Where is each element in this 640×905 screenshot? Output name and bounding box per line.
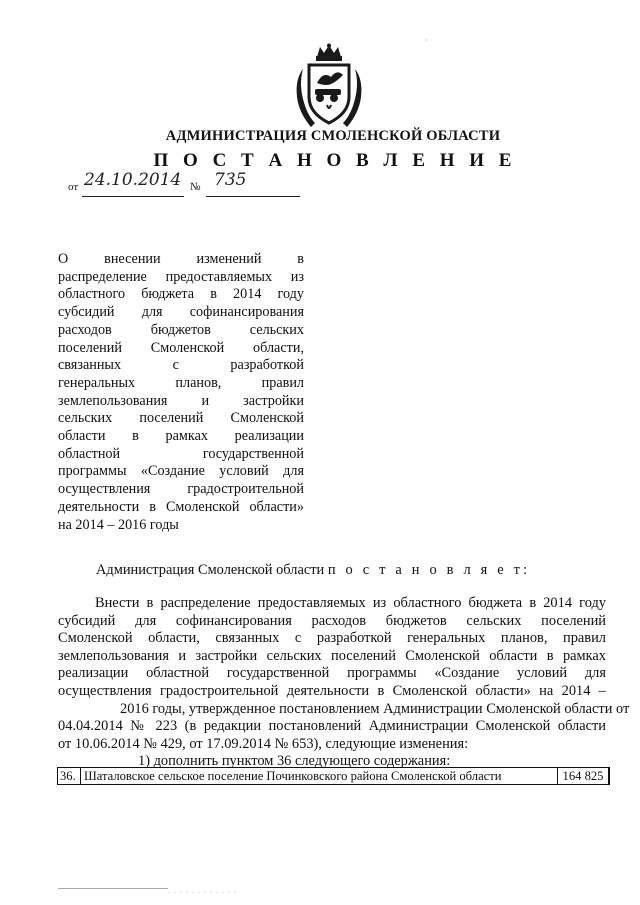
subject-line: программы «Создание условий для (58, 463, 304, 480)
date-number-line (68, 170, 328, 200)
decree-verb: п о с т а н о в л я е т: (327, 562, 531, 578)
number-label: № (190, 181, 201, 193)
body-line: Внести в распределение предоставляемых из областного бюджета в 2014 году (95, 595, 606, 611)
date-underline (82, 196, 184, 197)
body-line: реализации областной государственной программы «Создание условий для (58, 665, 606, 682)
row-number: 36. (58, 768, 81, 785)
decree-subject: Администрация Смоленской области (96, 562, 328, 578)
body-line: 04.04.2014 № 223 (в редакции постановлений Администрации Смоленской области (58, 718, 606, 735)
handwritten-number: 735 (214, 170, 247, 190)
decree-phrase (96, 562, 530, 579)
subject-line: области в рамках реализации (58, 428, 304, 445)
handwritten-date: 24.10.2014 (84, 170, 182, 190)
subject-line: деятельности в Смоленской области» (58, 498, 304, 515)
row-amount: 164 825 (558, 768, 610, 785)
subject-line: областного бюджета в 2014 году (58, 286, 304, 303)
body-line: осуществления градостроительной деятельности в Смоленской области» на 2014 – (58, 682, 606, 699)
number-underline (206, 196, 300, 197)
organization-title: АДМИНИСТРАЦИЯ СМОЛЕНСКОЙ ОБЛАСТИ (165, 128, 501, 144)
amendment-item: 1) дополнить пунктом 36 следующего содержания: (138, 753, 451, 770)
body-line: от 10.06.2014 № 429, от 17.09.2014 № 653), следующие изменения: (58, 735, 469, 752)
subject-line: поселений Смоленской области, (58, 339, 304, 356)
smolensk-coat-of-arms-icon (293, 43, 365, 131)
subject-line: областной государственной (58, 445, 304, 462)
subject-line: сельских поселений Смоленской (58, 410, 304, 427)
subject-line: расходов бюджетов сельских (58, 321, 304, 338)
footer-rule (58, 888, 168, 889)
document-subject (58, 251, 304, 534)
table-row (58, 768, 610, 785)
subject-line: О внесении изменений в (58, 251, 304, 267)
body-line: субсидий для софинансирования расходов бюджетов сельских поселений (58, 612, 606, 629)
subject-line: землепользования и застройки (58, 392, 304, 409)
body-line: землепользования и застройки сельских поселений Смоленской области в рамках (58, 647, 606, 664)
document-type-title: П О С Т А Н О В Л Е Н И Е (153, 150, 517, 171)
subject-line: распределение предоставляемых из (58, 268, 304, 285)
document-body (58, 595, 630, 771)
body-line: Смоленской области, связанных с разработкой генеральных планов, правил (58, 630, 606, 647)
subject-line: субсидий для софинансирования (58, 304, 304, 321)
scan-speck: · (425, 36, 428, 45)
date-label: от (68, 181, 79, 193)
body-line: 2016 годы, утвержденное постановлением Администрации Смоленской области от (120, 700, 630, 717)
footer-dots: . . . . . . . . . . . . (168, 886, 237, 895)
subject-line: на 2014 – 2016 годы (58, 516, 179, 533)
subject-line: генеральных планов, правил (58, 374, 304, 391)
amendment-table (57, 767, 610, 785)
row-settlement-name: Шаталовское сельское поселение Починковского района Смоленской области (81, 768, 558, 785)
subject-line: осуществления градостроительной (58, 481, 304, 498)
subject-line: связанных с разработкой (58, 357, 304, 374)
